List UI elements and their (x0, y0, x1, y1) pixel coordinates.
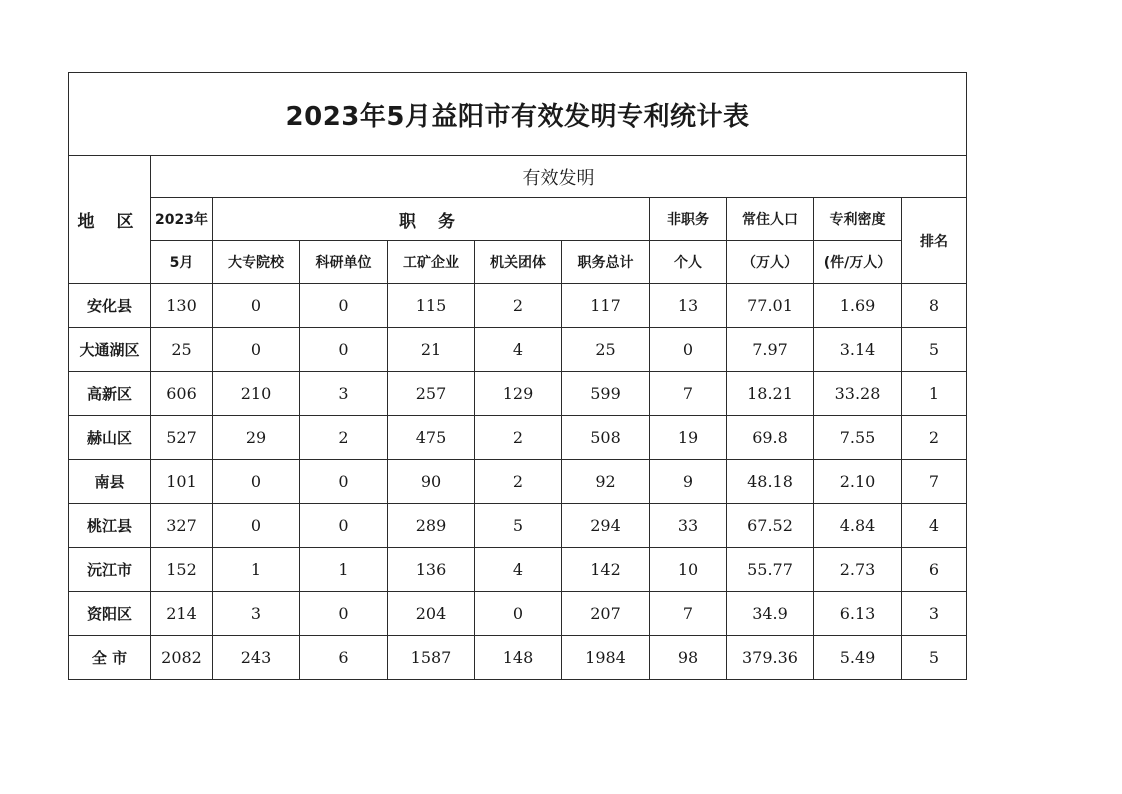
region-cell: 沅江市 (69, 548, 151, 592)
total-cell: 130 (151, 284, 213, 328)
service-total-cell: 117 (562, 284, 650, 328)
table-row (69, 372, 967, 416)
header-population-bottom: （万人） (727, 241, 814, 284)
organization-cell: 148 (475, 636, 562, 680)
header-nonservice-bottom: 个人 (650, 241, 727, 284)
region-cell: 赫山区 (69, 416, 151, 460)
region-cell: 高新区 (69, 372, 151, 416)
table-row (69, 548, 967, 592)
header-service-total: 职务总计 (562, 241, 650, 284)
college-cell: 1 (213, 548, 300, 592)
density-cell: 6.13 (814, 592, 902, 636)
table-row (69, 284, 967, 328)
organization-cell: 2 (475, 284, 562, 328)
region-cell: 南县 (69, 460, 151, 504)
service-total-cell: 92 (562, 460, 650, 504)
organization-cell: 2 (475, 460, 562, 504)
region-cell: 大通湖区 (69, 328, 151, 372)
header-group-valid-invention: 有效发明 (151, 156, 967, 198)
region-cell: 安化县 (69, 284, 151, 328)
density-cell: 33.28 (814, 372, 902, 416)
total-cell: 152 (151, 548, 213, 592)
table-row (69, 592, 967, 636)
college-cell: 243 (213, 636, 300, 680)
service-total-cell: 142 (562, 548, 650, 592)
service-total-cell: 599 (562, 372, 650, 416)
total-cell: 25 (151, 328, 213, 372)
header-population-top: 常住人口 (727, 198, 814, 241)
enterprise-cell: 204 (388, 592, 475, 636)
density-cell: 7.55 (814, 416, 902, 460)
research-cell: 0 (300, 328, 388, 372)
college-cell: 0 (213, 460, 300, 504)
enterprise-cell: 136 (388, 548, 475, 592)
service-total-cell: 207 (562, 592, 650, 636)
population-cell: 7.97 (727, 328, 814, 372)
table-row (69, 636, 967, 680)
header-year-top: 2023年 (151, 198, 213, 241)
college-cell: 210 (213, 372, 300, 416)
individual-cell: 10 (650, 548, 727, 592)
research-cell: 1 (300, 548, 388, 592)
organization-cell: 2 (475, 416, 562, 460)
research-cell: 3 (300, 372, 388, 416)
research-cell: 0 (300, 504, 388, 548)
density-cell: 2.10 (814, 460, 902, 504)
research-cell: 0 (300, 460, 388, 504)
density-cell: 2.73 (814, 548, 902, 592)
organization-cell: 129 (475, 372, 562, 416)
table-row (69, 460, 967, 504)
rank-cell: 2 (902, 416, 967, 460)
enterprise-cell: 90 (388, 460, 475, 504)
rank-cell: 7 (902, 460, 967, 504)
region-cell: 全 市 (69, 636, 151, 680)
individual-cell: 7 (650, 372, 727, 416)
college-cell: 0 (213, 284, 300, 328)
table-row (69, 416, 967, 460)
service-total-cell: 508 (562, 416, 650, 460)
population-cell: 34.9 (727, 592, 814, 636)
research-cell: 0 (300, 284, 388, 328)
service-total-cell: 1984 (562, 636, 650, 680)
header-nonservice-top: 非职务 (650, 198, 727, 241)
header-density-top: 专利密度 (814, 198, 902, 241)
total-cell: 101 (151, 460, 213, 504)
population-cell: 379.36 (727, 636, 814, 680)
density-cell: 4.84 (814, 504, 902, 548)
enterprise-cell: 21 (388, 328, 475, 372)
region-cell: 资阳区 (69, 592, 151, 636)
rank-cell: 6 (902, 548, 967, 592)
individual-cell: 19 (650, 416, 727, 460)
enterprise-cell: 289 (388, 504, 475, 548)
service-total-cell: 294 (562, 504, 650, 548)
enterprise-cell: 475 (388, 416, 475, 460)
header-service-enterprise: 工矿企业 (388, 241, 475, 284)
total-cell: 606 (151, 372, 213, 416)
population-cell: 67.52 (727, 504, 814, 548)
individual-cell: 0 (650, 328, 727, 372)
rank-cell: 5 (902, 636, 967, 680)
header-service-organization: 机关团体 (475, 241, 562, 284)
population-cell: 69.8 (727, 416, 814, 460)
header-service-college: 大专院校 (213, 241, 300, 284)
header-service: 职 务 (213, 198, 650, 241)
header-rank: 排名 (902, 198, 967, 284)
header-density-bottom: (件/万人） (814, 241, 902, 284)
individual-cell: 98 (650, 636, 727, 680)
individual-cell: 13 (650, 284, 727, 328)
rank-cell: 8 (902, 284, 967, 328)
organization-cell: 4 (475, 328, 562, 372)
table-body (69, 284, 967, 680)
total-cell: 2082 (151, 636, 213, 680)
header-service-research: 科研单位 (300, 241, 388, 284)
total-cell: 527 (151, 416, 213, 460)
rank-cell: 5 (902, 328, 967, 372)
region-cell: 桃江县 (69, 504, 151, 548)
college-cell: 3 (213, 592, 300, 636)
individual-cell: 33 (650, 504, 727, 548)
enterprise-cell: 257 (388, 372, 475, 416)
population-cell: 18.21 (727, 372, 814, 416)
header-region: 地 区 (69, 156, 151, 284)
header-year-bottom: 5月 (151, 241, 213, 284)
table-row (69, 328, 967, 372)
total-cell: 214 (151, 592, 213, 636)
enterprise-cell: 115 (388, 284, 475, 328)
college-cell: 29 (213, 416, 300, 460)
table-row (69, 504, 967, 548)
rank-cell: 3 (902, 592, 967, 636)
research-cell: 6 (300, 636, 388, 680)
college-cell: 0 (213, 504, 300, 548)
density-cell: 3.14 (814, 328, 902, 372)
patent-statistics-table (68, 72, 967, 680)
organization-cell: 0 (475, 592, 562, 636)
college-cell: 0 (213, 328, 300, 372)
table-title: 2023年5月益阳市有效发明专利统计表 (69, 73, 967, 156)
population-cell: 48.18 (727, 460, 814, 504)
population-cell: 77.01 (727, 284, 814, 328)
rank-cell: 4 (902, 504, 967, 548)
population-cell: 55.77 (727, 548, 814, 592)
density-cell: 1.69 (814, 284, 902, 328)
organization-cell: 5 (475, 504, 562, 548)
total-cell: 327 (151, 504, 213, 548)
enterprise-cell: 1587 (388, 636, 475, 680)
individual-cell: 7 (650, 592, 727, 636)
research-cell: 0 (300, 592, 388, 636)
service-total-cell: 25 (562, 328, 650, 372)
density-cell: 5.49 (814, 636, 902, 680)
individual-cell: 9 (650, 460, 727, 504)
research-cell: 2 (300, 416, 388, 460)
organization-cell: 4 (475, 548, 562, 592)
rank-cell: 1 (902, 372, 967, 416)
